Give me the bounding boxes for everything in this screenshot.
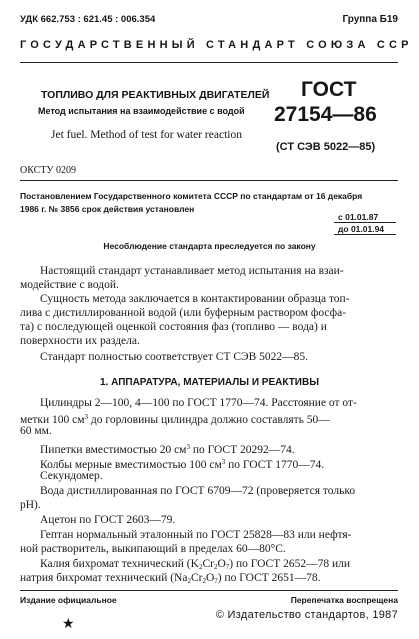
header-divider	[20, 62, 398, 63]
date-underline-1	[334, 222, 396, 223]
okstu-code: ОКСТУ 0209	[20, 165, 77, 176]
intro-p2-line3: та) с последующей оценкой состояния фаз (топливо — вода) и	[20, 321, 327, 333]
heptane-line1: Гептан нормальный эталонный по ГОСТ 25828—83 или нефтя-	[40, 529, 352, 541]
cylinders-line1: Цилиндры 2—100, 4—100 по ГОСТ 1770—74. Расстояние от от-	[40, 397, 357, 409]
heptane-line2: ной растворитель, выкипающий в пределах 60—80°C.	[20, 543, 286, 555]
pipettes-line: Пипетки вместимостью 20 $см^3$ по ГОСТ 20292—74.	[40, 443, 295, 456]
reprint-prohibited-label: Перепечатка воспрещена	[290, 595, 398, 605]
legal-warning: Несоблюдение стандарта преследуется по закону	[103, 241, 316, 251]
potassium-dichromate-line: Калия бихромат технический $(K_2Cr_2O_7)$ по ГОСТ 2652—78 или	[40, 558, 351, 571]
intro-p1-line2: модействие с водой.	[20, 279, 119, 291]
intro-p2-line4: поверхности их раздела.	[20, 335, 140, 347]
flasks-line: Колбы мерные вместимостью 100 $см^3$ по ГОСТ 1770—74.	[40, 458, 325, 471]
udk-code: УДК 662.753 : 621.45 : 006.354	[20, 14, 156, 25]
decree-line-2: 1986 г. № 3856 срок действия установлен	[20, 204, 195, 214]
sodium-dichromate-line: натрия бихромат технический $(Na_2Cr_2O_7)$ по ГОСТ 2651—78.	[20, 572, 321, 585]
section-1-heading: 1. АППАРАТУРА, МАТЕРИАЛЫ И РЕАКТИВЫ	[99, 377, 320, 388]
cylinders-line2: метки 100 $см^3$ до горловины цилиндра должно составлять 50—	[20, 413, 330, 426]
official-edition-label: Издание официальное	[20, 595, 117, 605]
water-line1: Вода дистиллированная по ГОСТ 6709—72 (проверяется только	[40, 485, 356, 497]
stopwatch-line: Секундомер.	[40, 470, 103, 482]
water-line2: pH).	[20, 499, 41, 511]
document-title: ТОПЛИВО ДЛЯ РЕАКТИВНЫХ ДВИГАТЕЛЕЙ	[41, 89, 270, 101]
star-icon: ★	[62, 615, 75, 631]
cylinders-line3: 60 мм.	[20, 425, 52, 437]
footer-divider	[20, 590, 398, 591]
gost-label: ГОСТ	[301, 78, 357, 101]
title-divider	[20, 180, 398, 181]
intro-p2-line1: Сущность метода заключается в контактировании образца топ-	[40, 293, 350, 305]
gost-number: 27154—86	[274, 103, 377, 126]
effective-from-date: с 01.01.87	[338, 212, 379, 222]
intro-p1-line1: Настоящий стандарт устанавливает метод испытания на взаи-	[40, 265, 344, 277]
intro-p2-line2: лива с дистиллированной водой (или буферным раствором фосфа-	[20, 307, 347, 319]
effective-to-date: до 01.01.94	[338, 224, 385, 234]
group-code: Группа Б19	[342, 14, 398, 25]
intro-p3: Стандарт полностью соответствует СТ СЭВ 5022—85.	[40, 351, 309, 363]
decree-line-1: Постановлением Государственного комитета СССР по стандартам от 16 декабря	[20, 191, 363, 201]
acetone-line: Ацетон по ГОСТ 2603—79.	[40, 514, 176, 526]
standard-banner: ГОСУДАРСТВЕННЫЙ СТАНДАРТ СОЮЗА ССР	[20, 39, 413, 51]
method-subtitle: Метод испытания на взаимодействие с водой	[38, 106, 245, 116]
date-underline-2	[334, 234, 396, 235]
copyright-notice: © Издательство стандартов, 1987	[215, 609, 398, 621]
st-sev-reference: (СТ СЭВ 5022—85)	[276, 141, 376, 153]
english-title: Jet fuel. Method of test for water reaction	[51, 129, 242, 141]
